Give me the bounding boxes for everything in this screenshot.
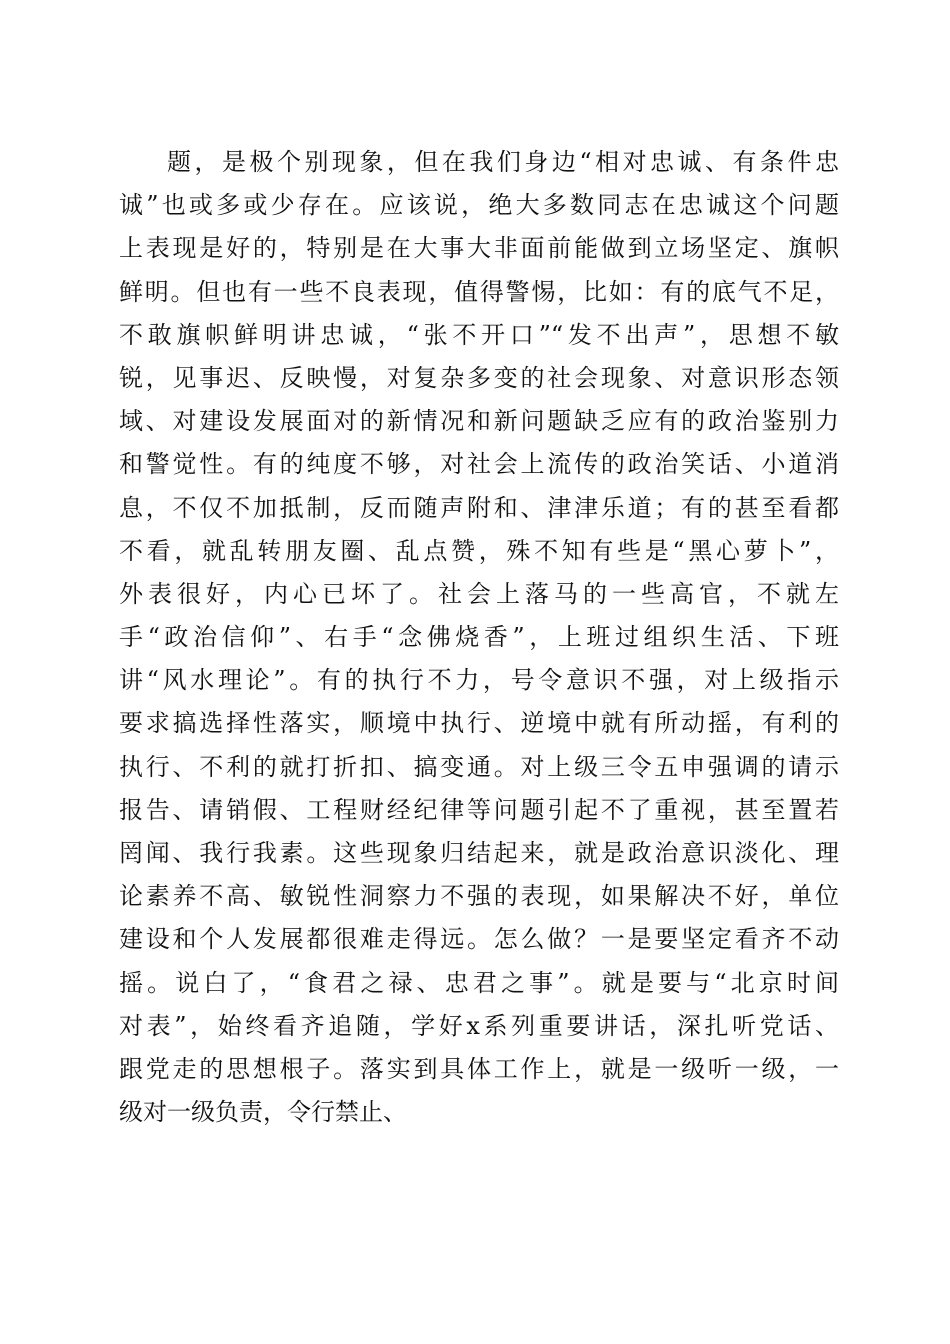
text-line-17: 罔闻、我行我素。这些现象归结起来，就是政治意识淡化、理: [119, 839, 839, 867]
text-line-10: 不看，就乱转朋友圈、乱点赞，殊不知有些是“黑心萝卜”，: [119, 536, 839, 565]
text-line-4: 鲜明。但也有一些不良表现，值得警惕，比如：有的底气不足，: [119, 277, 839, 306]
text-line-6: 锐，见事迟、反映慢，对复杂多变的社会现象、对意识形态领: [119, 363, 839, 392]
text-line-8: 和警觉性。有的纯度不够，对社会上流传的政治笑话、小道消: [119, 450, 839, 479]
text-line-15: 执行、不利的就打折扣、搞变通。对上级三令五申强调的请示: [119, 752, 839, 781]
text-line-18: 论素养不高、敏锐性洞察力不强的表现，如果解决不好，单位: [119, 882, 839, 911]
text-line-5: 不敢旗帜鲜明讲忠诚，“张不开口”“发不出声”，思想不敏: [119, 320, 839, 349]
text-line-3: 上表现是好的，特别是在大事大非面前能做到立场坚定、旗帜: [119, 234, 839, 263]
text-line-9: 息，不仅不加抵制，反而随声附和、津津乐道；有的甚至看都: [119, 493, 839, 522]
text-line-12: 手“政治信仰”、右手“念佛烧香”，上班过组织生活、下班: [119, 623, 839, 652]
text-line-20: 摇。说白了，“食君之禄、忠君之事”。就是要与“北京时间: [119, 968, 839, 997]
text-line-21: 对表”，始终看齐追随，学好x系列重要讲话，深扎听党话、: [119, 1011, 839, 1040]
text-line-13: 讲“风水理论”。有的执行不力，号令意识不强，对上级指示: [119, 666, 839, 695]
text-line-7: 域、对建设发展面对的新情况和新问题缺乏应有的政治鉴别力: [119, 407, 839, 436]
text-line-16: 报告、请销假、工程财经纪律等问题引起不了重视，甚至置若: [119, 795, 839, 824]
text-line-2: 诚”也或多或少存在。应该说，绝大多数同志在忠诚这个问题: [119, 191, 839, 220]
body-paragraph: [119, 141, 839, 1134]
text-line-22: 跟党走的思想根子。落实到具体工作上，就是一级听一级，一: [119, 1054, 839, 1083]
text-line-14: 要求搞选择性落实，顺境中执行、逆境中就有所动摇，有利的: [119, 709, 839, 738]
text-line-11: 外表很好，内心已坏了。社会上落马的一些高官，不就左: [119, 579, 839, 608]
text-line-19: 建设和个人发展都很难走得远。怎么做？一是要坚定看齐不动: [119, 925, 839, 954]
text-line-1: 题，是极个别现象，但在我们身边“相对忠诚、有条件忠: [167, 148, 839, 176]
text-line-23: 级对一级负责，令行禁止、: [119, 1098, 407, 1127]
